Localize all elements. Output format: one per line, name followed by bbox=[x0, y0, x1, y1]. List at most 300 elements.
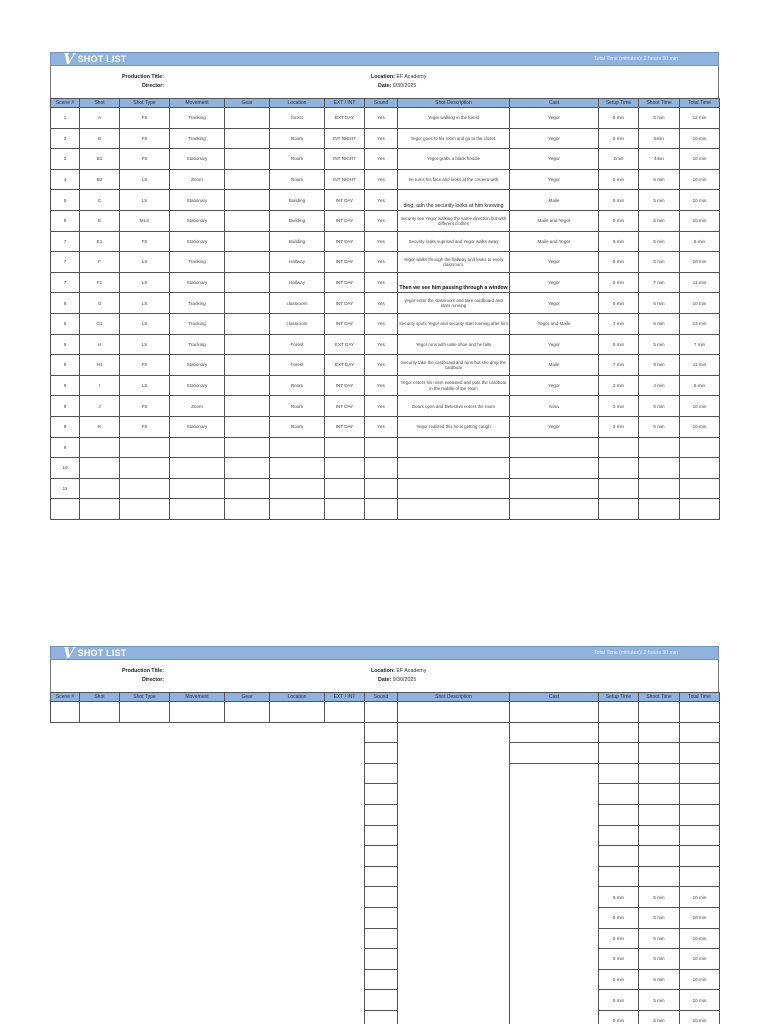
cast-cell[interactable]: Yegor bbox=[510, 128, 599, 149]
setup-time-cell[interactable] bbox=[599, 722, 639, 743]
total-time-cell[interactable]: 10 min bbox=[680, 416, 720, 437]
location-cell[interactable]: classroom bbox=[270, 313, 325, 334]
scene-cell[interactable]: 4 bbox=[51, 169, 80, 190]
shoot-time-cell[interactable] bbox=[639, 437, 680, 458]
cast-cell[interactable]: Yegor and Maile bbox=[510, 313, 599, 334]
shot-type-cell[interactable]: LS bbox=[120, 190, 170, 211]
shot-description-cell[interactable] bbox=[398, 804, 510, 825]
gear-cell[interactable] bbox=[225, 231, 270, 252]
movement-cell[interactable]: Stationary bbox=[170, 190, 225, 211]
shot-type-cell[interactable]: FS bbox=[120, 416, 170, 437]
total-time-cell[interactable] bbox=[680, 804, 720, 825]
shoot-time-cell[interactable] bbox=[639, 458, 680, 479]
ext-int-cell[interactable] bbox=[325, 702, 365, 723]
cast-cell[interactable]: Yegor bbox=[510, 169, 599, 190]
total-time-cell[interactable] bbox=[680, 499, 720, 520]
cast-cell[interactable]: Yegor bbox=[510, 293, 599, 314]
movement-cell[interactable]: Stationary bbox=[170, 272, 225, 293]
shoot-time-cell[interactable] bbox=[639, 763, 680, 784]
movement-cell[interactable] bbox=[170, 499, 225, 520]
location-cell[interactable]: Room bbox=[270, 375, 325, 396]
shoot-time-cell[interactable]: 5 min bbox=[639, 210, 680, 231]
shot-description-cell[interactable]: Security take the cardboard and runs but she drop the cardboar bbox=[398, 355, 510, 376]
gear-cell[interactable] bbox=[225, 375, 270, 396]
sound-cell[interactable]: Yes bbox=[365, 169, 398, 190]
movement-cell[interactable]: Tracking bbox=[170, 252, 225, 273]
cast-cell[interactable]: Yegor bbox=[510, 252, 599, 273]
ext-int-cell[interactable]: INT NIGHT bbox=[325, 128, 365, 149]
ext-int-cell[interactable]: EXT DAY bbox=[325, 355, 365, 376]
shoot-time-cell[interactable]: 4 min bbox=[639, 375, 680, 396]
shot-description-cell[interactable] bbox=[398, 907, 510, 928]
sound-cell[interactable] bbox=[365, 969, 398, 990]
shot-description-cell[interactable]: Security spots Yegor and security start running after him bbox=[398, 313, 510, 334]
sound-cell[interactable] bbox=[365, 928, 398, 949]
sound-cell[interactable] bbox=[365, 722, 398, 743]
scene-cell[interactable]: 7 bbox=[51, 252, 80, 273]
shoot-time-cell[interactable]: 5 min bbox=[639, 231, 680, 252]
shot-type-cell[interactable]: LS bbox=[120, 313, 170, 334]
gear-cell[interactable] bbox=[225, 190, 270, 211]
cast-cell[interactable] bbox=[510, 743, 599, 764]
setup-time-cell[interactable]: 5 min bbox=[599, 969, 639, 990]
setup-time-cell[interactable]: 5 min bbox=[599, 293, 639, 314]
sound-cell[interactable] bbox=[365, 478, 398, 499]
gear-cell[interactable] bbox=[225, 169, 270, 190]
cast-cell[interactable] bbox=[510, 722, 599, 743]
ext-int-cell[interactable]: INT DAY bbox=[325, 313, 365, 334]
shot-type-cell[interactable] bbox=[120, 499, 170, 520]
shoot-time-cell[interactable]: 5 min bbox=[639, 108, 680, 129]
shoot-time-cell[interactable] bbox=[639, 846, 680, 867]
shot-cell[interactable]: J bbox=[80, 396, 120, 417]
shot-cell[interactable]: H bbox=[80, 334, 120, 355]
shot-type-cell[interactable] bbox=[120, 458, 170, 479]
scene-cell[interactable]: 10 bbox=[51, 458, 80, 479]
movement-cell[interactable]: Stationary bbox=[170, 355, 225, 376]
shoot-time-cell[interactable]: 5 min bbox=[639, 293, 680, 314]
shot-description-cell[interactable]: Yegor runs with untie shoe and he falls bbox=[398, 334, 510, 355]
location-value[interactable]: EF Academy bbox=[396, 668, 427, 674]
total-time-cell[interactable]: 11 min bbox=[680, 272, 720, 293]
sound-cell[interactable]: Yes bbox=[365, 375, 398, 396]
total-time-cell[interactable]: 11 min bbox=[680, 355, 720, 376]
sound-cell[interactable]: Yes bbox=[365, 108, 398, 129]
total-time-cell[interactable]: 10 min bbox=[680, 396, 720, 417]
cast-cell[interactable]: Yegor bbox=[510, 149, 599, 170]
shoot-time-cell[interactable] bbox=[639, 722, 680, 743]
movement-cell[interactable] bbox=[170, 478, 225, 499]
ext-int-cell[interactable]: INT DAY bbox=[325, 375, 365, 396]
gear-cell[interactable] bbox=[225, 210, 270, 231]
shot-description-cell[interactable] bbox=[398, 743, 510, 764]
total-time-cell[interactable]: 8 min bbox=[680, 375, 720, 396]
ext-int-cell[interactable] bbox=[325, 499, 365, 520]
shot-type-cell[interactable]: LS bbox=[120, 252, 170, 273]
shoot-time-cell[interactable]: 8 min bbox=[639, 355, 680, 376]
total-time-cell[interactable] bbox=[680, 478, 720, 499]
shoot-time-cell[interactable] bbox=[639, 743, 680, 764]
ext-int-cell[interactable]: INT DAY bbox=[325, 272, 365, 293]
location-cell[interactable]: forest bbox=[270, 108, 325, 129]
setup-time-cell[interactable]: 3 min bbox=[599, 416, 639, 437]
shot-description-cell[interactable] bbox=[398, 990, 510, 1011]
shot-description-cell[interactable] bbox=[398, 866, 510, 887]
total-time-cell[interactable]: 10 min bbox=[680, 293, 720, 314]
setup-time-cell[interactable] bbox=[599, 743, 639, 764]
shot-type-cell[interactable]: LS bbox=[120, 293, 170, 314]
shot-description-cell[interactable] bbox=[398, 478, 510, 499]
date-value[interactable]: 9/30/2025 bbox=[392, 83, 417, 89]
setup-time-cell[interactable]: 3 min bbox=[599, 396, 639, 417]
shot-type-cell[interactable]: FS bbox=[120, 396, 170, 417]
movement-cell[interactable]: Stationary bbox=[170, 416, 225, 437]
location-cell[interactable]: Room bbox=[270, 396, 325, 417]
shot-description-cell[interactable]: Yegor enters his room exousted and puts the cardboar in the middle of the room bbox=[398, 375, 510, 396]
scene-cell[interactable]: 8 bbox=[51, 293, 80, 314]
total-time-cell[interactable] bbox=[680, 743, 720, 764]
total-time-cell[interactable] bbox=[680, 846, 720, 867]
total-time-cell[interactable]: 10 min bbox=[680, 907, 720, 928]
setup-time-cell[interactable]: 5 min bbox=[599, 108, 639, 129]
setup-time-cell[interactable]: 5 min bbox=[599, 928, 639, 949]
setup-time-cell[interactable]: 3 min bbox=[599, 375, 639, 396]
shoot-time-cell[interactable]: 6min bbox=[639, 128, 680, 149]
shot-cell[interactable]: G bbox=[80, 293, 120, 314]
location-cell[interactable]: Forest bbox=[270, 334, 325, 355]
location-cell[interactable]: Building bbox=[270, 210, 325, 231]
shot-cell[interactable]: I bbox=[80, 375, 120, 396]
shot-description-cell[interactable] bbox=[398, 763, 510, 784]
shot-cell[interactable] bbox=[80, 437, 120, 458]
setup-time-cell[interactable] bbox=[599, 458, 639, 479]
location-cell[interactable] bbox=[270, 437, 325, 458]
shot-cell[interactable]: C bbox=[80, 190, 120, 211]
location-cell[interactable] bbox=[270, 702, 325, 723]
movement-cell[interactable] bbox=[170, 702, 225, 723]
shot-description-cell[interactable]: Yegor grabs a black hoodie bbox=[398, 149, 510, 170]
movement-cell[interactable] bbox=[170, 437, 225, 458]
shot-description-cell[interactable] bbox=[398, 846, 510, 867]
ext-int-cell[interactable]: INT DAY bbox=[325, 416, 365, 437]
total-time-cell[interactable]: 10 min bbox=[680, 990, 720, 1011]
total-time-cell[interactable]: 10 min bbox=[680, 210, 720, 231]
shoot-time-cell[interactable]: 5 min bbox=[639, 887, 680, 908]
gear-cell[interactable] bbox=[225, 437, 270, 458]
movement-cell[interactable]: Zoom bbox=[170, 169, 225, 190]
total-time-cell[interactable]: 7 min bbox=[680, 334, 720, 355]
ext-int-cell[interactable]: EXT DAY bbox=[325, 334, 365, 355]
sound-cell[interactable]: Yes bbox=[365, 313, 398, 334]
gear-cell[interactable] bbox=[225, 458, 270, 479]
shoot-time-cell[interactable] bbox=[639, 804, 680, 825]
total-time-cell[interactable]: 10 min bbox=[680, 949, 720, 970]
setup-time-cell[interactable] bbox=[599, 784, 639, 805]
shot-cell[interactable]: K bbox=[80, 416, 120, 437]
shoot-time-cell[interactable] bbox=[639, 478, 680, 499]
total-time-cell[interactable]: 13 min bbox=[680, 313, 720, 334]
total-time-cell[interactable] bbox=[680, 702, 720, 723]
scene-cell[interactable]: 9 bbox=[51, 375, 80, 396]
sound-cell[interactable]: Yes bbox=[365, 293, 398, 314]
shot-description-cell[interactable] bbox=[398, 437, 510, 458]
cast-cell[interactable]: Nina bbox=[510, 396, 599, 417]
location-cell[interactable] bbox=[270, 458, 325, 479]
ext-int-cell[interactable]: INT DAY bbox=[325, 252, 365, 273]
shot-cell[interactable]: B1 bbox=[80, 149, 120, 170]
shoot-time-cell[interactable]: 5 min bbox=[639, 1010, 680, 1024]
gear-cell[interactable] bbox=[225, 355, 270, 376]
total-time-cell[interactable]: 10 min bbox=[680, 252, 720, 273]
cast-cell[interactable]: Maile and Yegor bbox=[510, 210, 599, 231]
shoot-time-cell[interactable] bbox=[639, 825, 680, 846]
total-time-cell[interactable] bbox=[680, 458, 720, 479]
sound-cell[interactable] bbox=[365, 784, 398, 805]
shot-cell[interactable]: E bbox=[80, 210, 120, 231]
setup-time-cell[interactable] bbox=[599, 499, 639, 520]
gear-cell[interactable] bbox=[225, 702, 270, 723]
setup-time-cell[interactable]: 7 min bbox=[599, 313, 639, 334]
shot-description-cell[interactable]: he turns his face and looks at the cmaera with bbox=[398, 169, 510, 190]
scene-cell[interactable]: 2 bbox=[51, 128, 80, 149]
shoot-time-cell[interactable]: 5 min bbox=[639, 990, 680, 1011]
location-cell[interactable]: Room bbox=[270, 128, 325, 149]
sound-cell[interactable]: Yes bbox=[365, 190, 398, 211]
gear-cell[interactable] bbox=[225, 416, 270, 437]
cast-cell[interactable]: Yegor bbox=[510, 375, 599, 396]
shot-cell[interactable] bbox=[80, 702, 120, 723]
ext-int-cell[interactable]: INT NIGHT bbox=[325, 149, 365, 170]
location-cell[interactable]: Forest bbox=[270, 355, 325, 376]
location-cell[interactable] bbox=[270, 478, 325, 499]
gear-cell[interactable] bbox=[225, 272, 270, 293]
movement-cell[interactable]: Stationary bbox=[170, 375, 225, 396]
shoot-time-cell[interactable]: 5 min bbox=[639, 313, 680, 334]
ext-int-cell[interactable]: INT DAY bbox=[325, 293, 365, 314]
sound-cell[interactable]: Yes bbox=[365, 416, 398, 437]
total-time-cell[interactable] bbox=[680, 784, 720, 805]
shot-type-cell[interactable]: LS bbox=[120, 334, 170, 355]
scene-cell[interactable]: 9 bbox=[51, 313, 80, 334]
sound-cell[interactable] bbox=[365, 866, 398, 887]
scene-cell[interactable] bbox=[51, 702, 80, 723]
setup-time-cell[interactable]: 5 min bbox=[599, 231, 639, 252]
sound-cell[interactable] bbox=[365, 990, 398, 1011]
gear-cell[interactable] bbox=[225, 313, 270, 334]
setup-time-cell[interactable] bbox=[599, 437, 639, 458]
scene-cell[interactable]: 9 bbox=[51, 416, 80, 437]
ext-int-cell[interactable] bbox=[325, 478, 365, 499]
shot-type-cell[interactable]: MLS bbox=[120, 210, 170, 231]
movement-cell[interactable]: Tracking bbox=[170, 293, 225, 314]
shot-type-cell[interactable]: FS bbox=[120, 231, 170, 252]
setup-time-cell[interactable]: 5 min bbox=[599, 190, 639, 211]
shoot-time-cell[interactable]: 5 min bbox=[639, 928, 680, 949]
sound-cell[interactable]: Yes bbox=[365, 355, 398, 376]
total-time-cell[interactable]: 10 min bbox=[680, 128, 720, 149]
total-time-cell[interactable]: 10 min bbox=[680, 969, 720, 990]
total-time-cell[interactable] bbox=[680, 437, 720, 458]
sound-cell[interactable]: Yes bbox=[365, 252, 398, 273]
setup-time-cell[interactable]: 2min bbox=[599, 149, 639, 170]
total-time-cell[interactable]: 10 min bbox=[680, 928, 720, 949]
scene-cell[interactable]: 9 bbox=[51, 355, 80, 376]
total-time-cell[interactable]: 10 min bbox=[680, 190, 720, 211]
shot-description-cell[interactable] bbox=[398, 1010, 510, 1024]
gear-cell[interactable] bbox=[225, 108, 270, 129]
setup-time-cell[interactable]: 5 min bbox=[599, 334, 639, 355]
shoot-time-cell[interactable]: 5 min bbox=[639, 949, 680, 970]
cast-cell[interactable] bbox=[510, 458, 599, 479]
shot-type-cell[interactable]: FS bbox=[120, 108, 170, 129]
shot-cell[interactable]: E1 bbox=[80, 231, 120, 252]
shot-description-cell[interactable] bbox=[398, 784, 510, 805]
shot-description-cell[interactable] bbox=[398, 928, 510, 949]
shot-description-cell[interactable]: Then we see him passing through a window bbox=[398, 272, 510, 293]
movement-cell[interactable]: Zoom bbox=[170, 396, 225, 417]
sound-cell[interactable] bbox=[365, 702, 398, 723]
sound-cell[interactable]: Yes bbox=[365, 128, 398, 149]
shot-description-cell[interactable]: Yegor goes to his room and go to the closet. bbox=[398, 128, 510, 149]
ext-int-cell[interactable]: INT DAY bbox=[325, 231, 365, 252]
shot-type-cell[interactable]: LS bbox=[120, 272, 170, 293]
movement-cell[interactable]: Stationary bbox=[170, 149, 225, 170]
shot-type-cell[interactable]: FS bbox=[120, 128, 170, 149]
movement-cell[interactable]: Tracking bbox=[170, 128, 225, 149]
gear-cell[interactable] bbox=[225, 252, 270, 273]
scene-cell[interactable] bbox=[51, 499, 80, 520]
location-cell[interactable] bbox=[270, 499, 325, 520]
setup-time-cell[interactable]: 5 min bbox=[599, 949, 639, 970]
shot-cell[interactable] bbox=[80, 499, 120, 520]
sound-cell[interactable] bbox=[365, 825, 398, 846]
shoot-time-cell[interactable]: 5 min bbox=[639, 416, 680, 437]
shoot-time-cell[interactable]: 5 min bbox=[639, 169, 680, 190]
cast-cell[interactable] bbox=[510, 499, 599, 520]
sound-cell[interactable] bbox=[365, 499, 398, 520]
shot-type-cell[interactable]: LS bbox=[120, 375, 170, 396]
setup-time-cell[interactable] bbox=[599, 478, 639, 499]
sound-cell[interactable] bbox=[365, 763, 398, 784]
total-time-cell[interactable]: 10 min bbox=[680, 169, 720, 190]
total-time-cell[interactable]: 12 min bbox=[680, 108, 720, 129]
gear-cell[interactable] bbox=[225, 334, 270, 355]
setup-time-cell[interactable] bbox=[599, 866, 639, 887]
date-value[interactable]: 9/30/2025 bbox=[392, 677, 417, 683]
sound-cell[interactable] bbox=[365, 1010, 398, 1024]
sound-cell[interactable] bbox=[365, 887, 398, 908]
gear-cell[interactable] bbox=[225, 149, 270, 170]
sound-cell[interactable] bbox=[365, 804, 398, 825]
cast-cell[interactable]: Yegor bbox=[510, 416, 599, 437]
movement-cell[interactable]: Stationary bbox=[170, 231, 225, 252]
gear-cell[interactable] bbox=[225, 478, 270, 499]
shot-cell[interactable] bbox=[80, 458, 120, 479]
scene-cell[interactable]: 7 bbox=[51, 272, 80, 293]
shoot-time-cell[interactable] bbox=[639, 784, 680, 805]
ext-int-cell[interactable]: EXT DAY bbox=[325, 108, 365, 129]
shoot-time-cell[interactable]: 5 min bbox=[639, 907, 680, 928]
total-time-cell[interactable]: 10 min bbox=[680, 1010, 720, 1024]
shoot-time-cell[interactable]: 7 min bbox=[639, 272, 680, 293]
setup-time-cell[interactable]: 5 min bbox=[599, 128, 639, 149]
shoot-time-cell[interactable]: 5 min bbox=[639, 334, 680, 355]
location-cell[interactable]: Hallway bbox=[270, 272, 325, 293]
shoot-time-cell[interactable]: 4min bbox=[639, 149, 680, 170]
sound-cell[interactable] bbox=[365, 458, 398, 479]
movement-cell[interactable]: Tracking bbox=[170, 313, 225, 334]
shoot-time-cell[interactable]: 5 min bbox=[639, 969, 680, 990]
gear-cell[interactable] bbox=[225, 499, 270, 520]
movement-cell[interactable]: Tracking bbox=[170, 108, 225, 129]
shoot-time-cell[interactable]: 5 min bbox=[639, 252, 680, 273]
sound-cell[interactable] bbox=[365, 907, 398, 928]
gear-cell[interactable] bbox=[225, 396, 270, 417]
shot-description-cell[interactable] bbox=[398, 949, 510, 970]
scene-cell[interactable]: 11 bbox=[51, 478, 80, 499]
sound-cell[interactable] bbox=[365, 949, 398, 970]
cast-cell[interactable] bbox=[510, 702, 599, 723]
location-cell[interactable]: Room bbox=[270, 416, 325, 437]
shot-cell[interactable]: G1 bbox=[80, 313, 120, 334]
shot-description-cell[interactable] bbox=[398, 887, 510, 908]
ext-int-cell[interactable] bbox=[325, 458, 365, 479]
setup-time-cell[interactable] bbox=[599, 804, 639, 825]
location-cell[interactable]: Room bbox=[270, 149, 325, 170]
setup-time-cell[interactable] bbox=[599, 763, 639, 784]
total-time-cell[interactable] bbox=[680, 866, 720, 887]
shot-cell[interactable]: B bbox=[80, 128, 120, 149]
cast-cell[interactable]: Yegor bbox=[510, 108, 599, 129]
shot-type-cell[interactable]: LS bbox=[120, 169, 170, 190]
shoot-time-cell[interactable]: 6 min bbox=[639, 396, 680, 417]
shot-description-cell[interactable]: ding, adn the securiity looks at him knowing bbox=[398, 190, 510, 211]
movement-cell[interactable]: Tracking bbox=[170, 334, 225, 355]
total-time-cell[interactable]: 10 min bbox=[680, 149, 720, 170]
sound-cell[interactable] bbox=[365, 743, 398, 764]
shot-cell[interactable]: F1 bbox=[80, 272, 120, 293]
sound-cell[interactable]: Yes bbox=[365, 272, 398, 293]
sound-cell[interactable]: Yes bbox=[365, 231, 398, 252]
scene-cell[interactable]: 9 bbox=[51, 396, 80, 417]
shot-cell[interactable]: F bbox=[80, 252, 120, 273]
movement-cell[interactable] bbox=[170, 458, 225, 479]
shot-description-cell[interactable] bbox=[398, 722, 510, 743]
shoot-time-cell[interactable]: 5 min bbox=[639, 190, 680, 211]
shot-cell[interactable] bbox=[80, 478, 120, 499]
shot-description-cell[interactable] bbox=[398, 458, 510, 479]
cast-cell[interactable]: Maile bbox=[510, 190, 599, 211]
location-value[interactable]: EF Academy bbox=[396, 74, 427, 80]
scene-cell[interactable]: 5 bbox=[51, 190, 80, 211]
shot-description-cell[interactable] bbox=[398, 825, 510, 846]
ext-int-cell[interactable] bbox=[325, 437, 365, 458]
cast-cell[interactable]: Yegor bbox=[510, 334, 599, 355]
shot-description-cell[interactable]: Security looks suprised and Yegor walks away bbox=[398, 231, 510, 252]
setup-time-cell[interactable]: 5 min bbox=[599, 272, 639, 293]
setup-time-cell[interactable] bbox=[599, 702, 639, 723]
location-cell[interactable]: Building bbox=[270, 190, 325, 211]
total-time-cell[interactable]: 10 min bbox=[680, 887, 720, 908]
shot-description-cell[interactable]: Doors open and Detective enters the room bbox=[398, 396, 510, 417]
cast-cell[interactable] bbox=[510, 478, 599, 499]
ext-int-cell[interactable]: INT DAY bbox=[325, 210, 365, 231]
location-cell[interactable]: Building bbox=[270, 231, 325, 252]
scene-cell[interactable]: 1 bbox=[51, 108, 80, 129]
shot-cell[interactable]: A bbox=[80, 108, 120, 129]
setup-time-cell[interactable]: 5 min bbox=[599, 252, 639, 273]
setup-time-cell[interactable]: 5 min bbox=[599, 887, 639, 908]
